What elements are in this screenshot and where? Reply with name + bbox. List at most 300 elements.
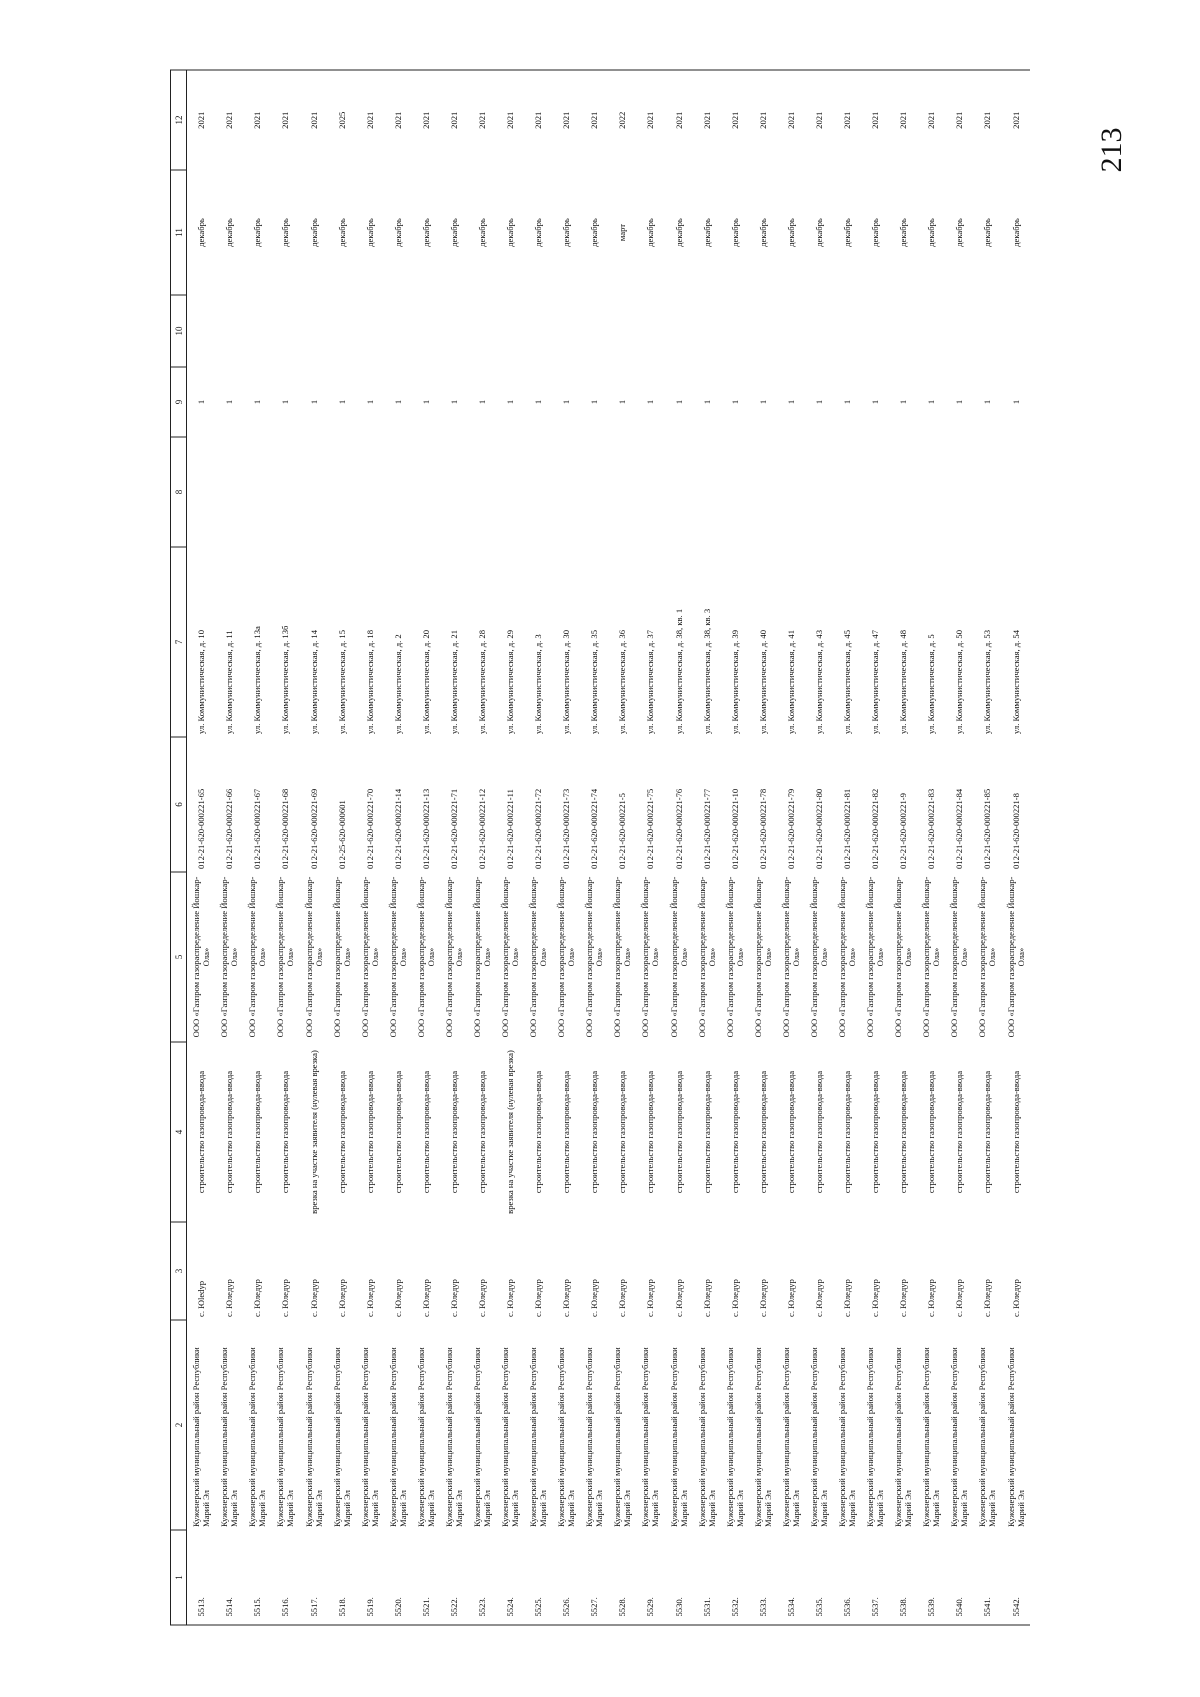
column-8-cell — [440, 437, 468, 547]
row-number-cell: 5515. — [243, 1530, 271, 1625]
work-type-cell: строительство газопровода-ввода — [870, 1070, 881, 1194]
year-cell: 2021 — [496, 70, 524, 170]
header-cell: 10 — [171, 295, 187, 367]
column-8-cell — [328, 437, 356, 547]
column-10-cell — [805, 295, 833, 367]
district-cell: Куженерский муниципальный район Республики Марий Эл — [359, 1347, 380, 1527]
row-number-cell: 5535. — [805, 1530, 833, 1625]
month-cell: декабрь — [954, 218, 965, 247]
district-cell: Куженерский муниципальный район Республики Марий Эл — [191, 1347, 212, 1527]
table-row — [945, 70, 973, 1625]
row-number-cell: 5527. — [580, 1530, 608, 1625]
object-code-cell: 012-21-620-000221-80 — [813, 788, 824, 869]
column-10-cell — [468, 295, 496, 367]
organization-cell: ООО «Газпром газораспределение Йошкар-Ола» — [556, 876, 577, 1038]
month-cell: март — [617, 223, 628, 242]
work-type-cell: строительство газопровода-ввода — [898, 1070, 909, 1194]
row-number-cell: 5528. — [608, 1530, 636, 1625]
settlement-cell: с. Юледур — [926, 1279, 937, 1317]
work-type-cell: строительство газопровода-ввода — [392, 1070, 403, 1194]
district-cell: Куженерский муниципальный район Республики Марий Эл — [808, 1347, 829, 1527]
work-type-cell: строительство газопровода-ввода — [561, 1070, 572, 1194]
object-code-cell: 012-21-620-000221-82 — [870, 788, 881, 869]
organization-cell: ООО «Газпром газораспределение Йошкар-Ола» — [949, 876, 970, 1038]
district-cell: Куженерский муниципальный район Республики Марий Эл — [331, 1347, 352, 1527]
row-number-cell: 5532. — [721, 1530, 749, 1625]
row-number-cell: 5530. — [665, 1530, 693, 1625]
work-type-cell: строительство газопровода-ввода — [926, 1070, 937, 1194]
year-cell: 2021 — [917, 70, 945, 170]
district-cell: Куженерский муниципальный район Республики Марий Эл — [1005, 1347, 1026, 1527]
table-row — [524, 70, 552, 1625]
organization-cell: ООО «Газпром газораспределение Йошкар-Ола» — [612, 876, 633, 1038]
column-8-cell — [973, 437, 1001, 547]
quantity-cell: 1 — [617, 399, 628, 405]
district-cell: Куженерский муниципальный район Республики Марий Эл — [219, 1347, 240, 1527]
column-8-cell — [1001, 437, 1030, 547]
organization-cell: ООО «Газпром газораспределение Йошкар-Ола» — [415, 876, 436, 1038]
settlement-cell: с. Юледур — [757, 1279, 768, 1317]
district-cell: Куженерский муниципальный район Республики Марий Эл — [500, 1347, 521, 1527]
district-cell: Куженерский муниципальный район Республики Марий Эл — [528, 1347, 549, 1527]
work-type-cell: строительство газопровода-ввода — [196, 1070, 207, 1194]
quantity-cell: 1 — [729, 399, 740, 405]
organization-cell: ООО «Газпром газораспределение Йошкар-Ола» — [724, 876, 745, 1038]
column-10-cell — [187, 295, 216, 367]
district-cell: Куженерский муниципальный район Республики Марий Эл — [752, 1347, 773, 1527]
table-row — [496, 70, 524, 1625]
column-10-cell — [889, 295, 917, 367]
organization-cell: ООО «Газпром газораспределение Йошкар-Ола» — [584, 876, 605, 1038]
work-type-cell: строительство газопровода-ввода — [617, 1070, 628, 1194]
quantity-cell: 1 — [842, 399, 853, 405]
month-cell: декабрь — [392, 218, 403, 247]
district-cell: Куженерский муниципальный район Республики Марий Эл — [415, 1347, 436, 1527]
year-cell: 2021 — [665, 70, 693, 170]
organization-cell: ООО «Газпром газораспределение Йошкар-Ола» — [472, 876, 493, 1038]
column-8-cell — [805, 437, 833, 547]
quantity-cell: 1 — [813, 399, 824, 405]
year-cell: 2021 — [384, 70, 412, 170]
month-cell: декабрь — [561, 218, 572, 247]
year-cell: 2021 — [300, 70, 328, 170]
row-number-cell: 5518. — [328, 1530, 356, 1625]
object-code-cell: 012-21-620-000221-5 — [617, 793, 628, 869]
table-row — [608, 70, 636, 1625]
column-8-cell — [384, 437, 412, 547]
object-code-cell: 012-21-620-000221-66 — [224, 788, 235, 869]
organization-cell: ООО «Газпром газораспределение Йошкар-Ола» — [528, 876, 549, 1038]
organization-cell: ООО «Газпром газораспределение Йошкар-Ола» — [443, 876, 464, 1038]
work-type-cell: строительство газопровода-ввода — [645, 1070, 656, 1194]
address-cell: ул. Коммунистическая, д. 40 — [757, 629, 768, 734]
settlement-cell: с. Юледур — [982, 1279, 993, 1317]
object-code-cell: 012-21-620-000221-85 — [982, 788, 993, 869]
column-8-cell — [496, 437, 524, 547]
column-10-cell — [243, 295, 271, 367]
address-cell: ул. Коммунистическая, д. 3 — [533, 634, 544, 734]
year-cell: 2021 — [889, 70, 917, 170]
year-cell: 2021 — [693, 70, 721, 170]
district-cell: Куженерский муниципальный район Республики Марий Эл — [303, 1347, 324, 1527]
column-10-cell — [973, 295, 1001, 367]
object-code-cell: 012-21-620-000221-70 — [364, 788, 375, 869]
address-cell: ул. Коммунистическая, д. 30 — [561, 629, 572, 734]
settlement-cell: с. Юледур — [364, 1279, 375, 1317]
work-type-cell: строительство газопровода-ввода — [533, 1070, 544, 1194]
column-8-cell — [945, 437, 973, 547]
year-cell: 2021 — [945, 70, 973, 170]
month-cell: декабрь — [729, 218, 740, 247]
district-cell: Куженерский муниципальный район Республики Марий Эл — [977, 1347, 998, 1527]
organization-cell: ООО «Газпром газораспределение Йошкар-Ола» — [1005, 876, 1026, 1038]
quantity-cell: 1 — [252, 399, 263, 405]
column-8-cell — [271, 437, 299, 547]
row-number-cell: 5537. — [861, 1530, 889, 1625]
row-number-cell: 5524. — [496, 1530, 524, 1625]
month-cell: декабрь — [252, 218, 263, 247]
work-type-cell: строительство газопровода-ввода — [252, 1070, 263, 1194]
column-8-cell — [861, 437, 889, 547]
address-cell: ул. Коммунистическая, д. 14 — [308, 629, 319, 734]
organization-cell: ООО «Газпром газораспределение Йошкар-Ола» — [359, 876, 380, 1038]
column-10-cell — [552, 295, 580, 367]
table-header-row — [171, 70, 187, 1625]
object-code-cell: 012-21-620-000221-10 — [729, 788, 740, 869]
object-code-cell: 012-21-620-000221-65 — [196, 788, 207, 869]
organization-cell: ООО «Газпром газораспределение Йошкар-Ола» — [191, 876, 212, 1038]
column-10-cell — [412, 295, 440, 367]
address-cell: ул. Коммунистическая, д. 43 — [813, 629, 824, 734]
district-cell: Куженерский муниципальный район Республики Марий Эл — [893, 1347, 914, 1527]
month-cell: декабрь — [364, 218, 375, 247]
organization-cell: ООО «Газпром газораспределение Йошкар-Ола» — [275, 876, 296, 1038]
month-cell: декабрь — [196, 218, 207, 247]
organization-cell: ООО «Газпром газораспределение Йошкар-Ола» — [752, 876, 773, 1038]
organization-cell: ООО «Газпром газораспределение Йошкар-Ола» — [865, 876, 886, 1038]
work-type-cell: строительство газопровода-ввода — [729, 1070, 740, 1194]
work-type-cell: строительство газопровода-ввода — [813, 1070, 824, 1194]
address-cell: ул. Коммунистическая, д. 13а — [252, 626, 263, 734]
object-code-cell: 012-21-620-000221-13 — [420, 788, 431, 869]
column-8-cell — [524, 437, 552, 547]
month-cell: декабрь — [533, 218, 544, 247]
column-8-cell — [356, 437, 384, 547]
object-code-cell: 012-21-620-000221-68 — [280, 788, 291, 869]
quantity-cell: 1 — [448, 399, 459, 405]
table-row — [356, 70, 384, 1625]
header-cell: 12 — [171, 70, 187, 170]
object-code-cell: 012-21-620-000221-14 — [392, 788, 403, 869]
work-type-cell: строительство газопровода-ввода — [701, 1070, 712, 1194]
settlement-cell: с. Юледур — [870, 1279, 881, 1317]
month-cell: декабрь — [224, 218, 235, 247]
organization-cell: ООО «Газпром газораспределение Йошкар-Ола» — [500, 876, 521, 1038]
column-10-cell — [524, 295, 552, 367]
address-cell: ул. Коммунистическая, д. 50 — [954, 629, 965, 734]
column-10-cell — [1001, 295, 1030, 367]
year-cell: 2021 — [833, 70, 861, 170]
object-code-cell: 012-21-620-000221-8 — [1010, 793, 1021, 869]
year-cell: 2021 — [805, 70, 833, 170]
row-number-cell: 5514. — [215, 1530, 243, 1625]
object-code-cell: 012-21-620-000221-83 — [926, 788, 937, 869]
table-row — [917, 70, 945, 1625]
work-type-cell: строительство газопровода-ввода — [477, 1070, 488, 1194]
settlement-cell: с. Юледур — [729, 1279, 740, 1317]
column-8-cell — [300, 437, 328, 547]
row-number-cell: 5525. — [524, 1530, 552, 1625]
month-cell: декабрь — [336, 218, 347, 247]
settlement-cell: с. Юледур — [645, 1279, 656, 1317]
address-cell: ул. Коммунистическая, д. 15 — [336, 629, 347, 734]
object-code-cell: 012-25-620-000601 — [336, 800, 347, 869]
table-row — [973, 70, 1001, 1625]
organization-cell: ООО «Газпром газораспределение Йошкар-Ола» — [921, 876, 942, 1038]
object-code-cell: 012-21-620-000221-75 — [645, 788, 656, 869]
year-cell: 2022 — [608, 70, 636, 170]
address-cell: ул. Коммунистическая, д. 45 — [842, 629, 853, 734]
year-cell: 2021 — [215, 70, 243, 170]
month-cell: декабрь — [898, 218, 909, 247]
district-cell: Куженерский муниципальный район Республики Марий Эл — [640, 1347, 661, 1527]
column-10-cell — [917, 295, 945, 367]
month-cell: декабрь — [645, 218, 656, 247]
table-row — [777, 70, 805, 1625]
row-number-cell: 5542. — [1001, 1530, 1030, 1625]
month-cell: декабрь — [1010, 218, 1021, 247]
district-cell: Куженерский муниципальный район Республики Марий Эл — [696, 1347, 717, 1527]
column-8-cell — [889, 437, 917, 547]
address-cell: ул. Коммунистическая, д. 10 — [196, 629, 207, 734]
row-number-cell: 5519. — [356, 1530, 384, 1625]
object-code-cell: 012-21-620-000221-77 — [701, 788, 712, 869]
column-10-cell — [608, 295, 636, 367]
table-row — [636, 70, 664, 1625]
year-cell: 2021 — [636, 70, 664, 170]
settlement-cell: с. Юледур — [533, 1279, 544, 1317]
table-row — [889, 70, 917, 1625]
row-number-cell: 5531. — [693, 1530, 721, 1625]
quantity-cell: 1 — [701, 399, 712, 405]
organization-cell: ООО «Газпром газораспределение Йошкар-Ола» — [247, 876, 268, 1038]
quantity-cell: 1 — [757, 399, 768, 405]
address-cell: ул. Коммунистическая, д. 11 — [224, 630, 235, 734]
quantity-cell: 1 — [477, 399, 488, 405]
year-cell: 2021 — [356, 70, 384, 170]
organization-cell: ООО «Газпром газораспределение Йошкар-Ола» — [387, 876, 408, 1038]
column-10-cell — [300, 295, 328, 367]
table-row — [580, 70, 608, 1625]
row-number-cell: 5539. — [917, 1530, 945, 1625]
header-cell: 1 — [171, 1530, 187, 1625]
column-10-cell — [440, 295, 468, 367]
year-cell: 2021 — [749, 70, 777, 170]
organization-cell: ООО «Газпром газораспределение Йошкар-Ола» — [780, 876, 801, 1038]
year-cell: 2025 — [328, 70, 356, 170]
row-number-cell: 5513. — [187, 1530, 216, 1625]
address-cell: ул. Коммунистическая, д. 13б — [280, 625, 291, 734]
district-cell: Куженерский муниципальный район Республики Марий Эл — [724, 1347, 745, 1527]
quantity-cell: 1 — [954, 399, 965, 405]
object-code-cell: 012-21-620-000221-73 — [561, 788, 572, 869]
column-10-cell — [861, 295, 889, 367]
settlement-cell: с. Юледур — [561, 1279, 572, 1317]
table-row — [187, 70, 216, 1625]
quantity-cell: 1 — [505, 399, 516, 405]
column-10-cell — [215, 295, 243, 367]
settlement-cell: с. Юледур — [785, 1279, 796, 1317]
table-row — [440, 70, 468, 1625]
column-10-cell — [945, 295, 973, 367]
column-8-cell — [608, 437, 636, 547]
organization-cell: ООО «Газпром газораспределение Йошкар-Ола» — [219, 876, 240, 1038]
settlement-cell: с. Юледур — [336, 1279, 347, 1317]
column-10-cell — [833, 295, 861, 367]
object-code-cell: 012-21-620-000221-71 — [448, 788, 459, 869]
address-cell: ул. Коммунистическая, д. 2 — [392, 634, 403, 734]
object-code-cell: 012-21-620-000221-69 — [308, 788, 319, 869]
work-type-cell: строительство газопровода-ввода — [420, 1070, 431, 1194]
address-cell: ул. Коммунистическая, д. 38, кв. 1 — [673, 608, 684, 734]
gasification-table — [170, 70, 1030, 1626]
settlement-cell: с. Юледур — [813, 1279, 824, 1317]
work-type-cell: строительство газопровода-ввода — [1010, 1070, 1021, 1194]
quantity-cell: 1 — [280, 399, 291, 405]
header-cell: 11 — [171, 170, 187, 295]
district-cell: Куженерский муниципальный район Республики Марий Эл — [780, 1347, 801, 1527]
year-cell: 2021 — [973, 70, 1001, 170]
month-cell: декабрь — [785, 218, 796, 247]
month-cell: декабрь — [870, 218, 881, 247]
column-10-cell — [271, 295, 299, 367]
table-row — [215, 70, 243, 1625]
organization-cell: ООО «Газпром газораспределение Йошкар-Ола» — [640, 876, 661, 1038]
column-10-cell — [749, 295, 777, 367]
column-8-cell — [412, 437, 440, 547]
header-cell: 9 — [171, 367, 187, 437]
month-cell: декабрь — [280, 218, 291, 247]
row-number-cell: 5526. — [552, 1530, 580, 1625]
quantity-cell: 1 — [982, 399, 993, 405]
table-row — [300, 70, 328, 1625]
district-cell: Куженерский муниципальный район Республики Марий Эл — [275, 1347, 296, 1527]
object-code-cell: 012-21-620-000221-72 — [533, 788, 544, 869]
settlement-cell: с. Юледур — [617, 1279, 628, 1317]
header-cell: 3 — [171, 1222, 187, 1320]
settlement-cell: с. Юледур — [842, 1279, 853, 1317]
settlement-cell: с. Юледур — [448, 1279, 459, 1317]
work-type-cell: строительство газопровода-ввода — [757, 1070, 768, 1194]
quantity-cell: 1 — [196, 399, 207, 405]
address-cell: ул. Коммунистическая, д. 36 — [617, 629, 628, 734]
object-code-cell: 012-21-620-000221-84 — [954, 788, 965, 869]
year-cell: 2021 — [440, 70, 468, 170]
object-code-cell: 012-21-620-000221-12 — [477, 788, 488, 869]
row-number-cell: 5536. — [833, 1530, 861, 1625]
table-row — [749, 70, 777, 1625]
year-cell: 2021 — [721, 70, 749, 170]
address-cell: ул. Коммунистическая, д. 53 — [982, 629, 993, 734]
column-10-cell — [693, 295, 721, 367]
quantity-cell: 1 — [561, 399, 572, 405]
settlement-cell: с. Юледур — [392, 1279, 403, 1317]
month-cell: декабрь — [308, 218, 319, 247]
month-cell: декабрь — [701, 218, 712, 247]
month-cell: декабрь — [926, 218, 937, 247]
table-row — [552, 70, 580, 1625]
header-cell: 8 — [171, 437, 187, 547]
table-row — [693, 70, 721, 1625]
table-row — [833, 70, 861, 1625]
month-cell: декабрь — [842, 218, 853, 247]
row-number-cell: 5533. — [749, 1530, 777, 1625]
object-code-cell: 012-21-620-000221-11 — [505, 789, 516, 869]
quantity-cell: 1 — [785, 399, 796, 405]
column-10-cell — [721, 295, 749, 367]
district-cell: Куженерский муниципальный район Республики Марий Эл — [443, 1347, 464, 1527]
year-cell: 2021 — [552, 70, 580, 170]
column-8-cell — [665, 437, 693, 547]
table-row — [861, 70, 889, 1625]
row-number-cell: 5540. — [945, 1530, 973, 1625]
column-8-cell — [749, 437, 777, 547]
quantity-cell: 1 — [1010, 399, 1021, 405]
row-number-cell: 5521. — [412, 1530, 440, 1625]
column-10-cell — [636, 295, 664, 367]
address-cell: ул. Коммунистическая, д. 37 — [645, 629, 656, 734]
column-10-cell — [665, 295, 693, 367]
object-code-cell: 012-21-620-000221-79 — [785, 788, 796, 869]
table-row — [1001, 70, 1030, 1625]
address-cell: ул. Коммунистическая, д. 47 — [870, 629, 881, 734]
object-code-cell: 012-21-620-000221-74 — [589, 788, 600, 869]
quantity-cell: 1 — [589, 399, 600, 405]
row-number-cell: 5516. — [271, 1530, 299, 1625]
district-cell: Куженерский муниципальный район Республики Марий Эл — [584, 1347, 605, 1527]
column-10-cell — [496, 295, 524, 367]
object-code-cell: 012-21-620-000221-78 — [757, 788, 768, 869]
row-number-cell: 5520. — [384, 1530, 412, 1625]
column-8-cell — [468, 437, 496, 547]
row-number-cell: 5522. — [440, 1530, 468, 1625]
quantity-cell: 1 — [308, 399, 319, 405]
address-cell: ул. Коммунистическая, д. 35 — [589, 629, 600, 734]
work-type-cell: строительство газопровода-ввода — [982, 1070, 993, 1194]
month-cell: декабрь — [757, 218, 768, 247]
settlement-cell: с. Юледур — [954, 1279, 965, 1317]
address-cell: ул. Коммунистическая, д. 18 — [364, 629, 375, 734]
column-8-cell — [580, 437, 608, 547]
column-10-cell — [384, 295, 412, 367]
organization-cell: ООО «Газпром газораспределение Йошкар-Ола» — [668, 876, 689, 1038]
year-cell: 2021 — [1001, 70, 1030, 170]
column-8-cell — [833, 437, 861, 547]
column-10-cell — [328, 295, 356, 367]
month-cell: декабрь — [448, 218, 459, 247]
address-cell: ул. Коммунистическая, д. 39 — [729, 629, 740, 734]
quantity-cell: 1 — [336, 399, 347, 405]
column-8-cell — [917, 437, 945, 547]
quantity-cell: 1 — [673, 399, 684, 405]
quantity-cell: 1 — [870, 399, 881, 405]
work-type-cell: строительство газопровода-ввода — [448, 1070, 459, 1194]
district-cell: Куженерский муниципальный район Республики Марий Эл — [949, 1347, 970, 1527]
table-row — [243, 70, 271, 1625]
column-8-cell — [777, 437, 805, 547]
column-10-cell — [356, 295, 384, 367]
quantity-cell: 1 — [392, 399, 403, 405]
